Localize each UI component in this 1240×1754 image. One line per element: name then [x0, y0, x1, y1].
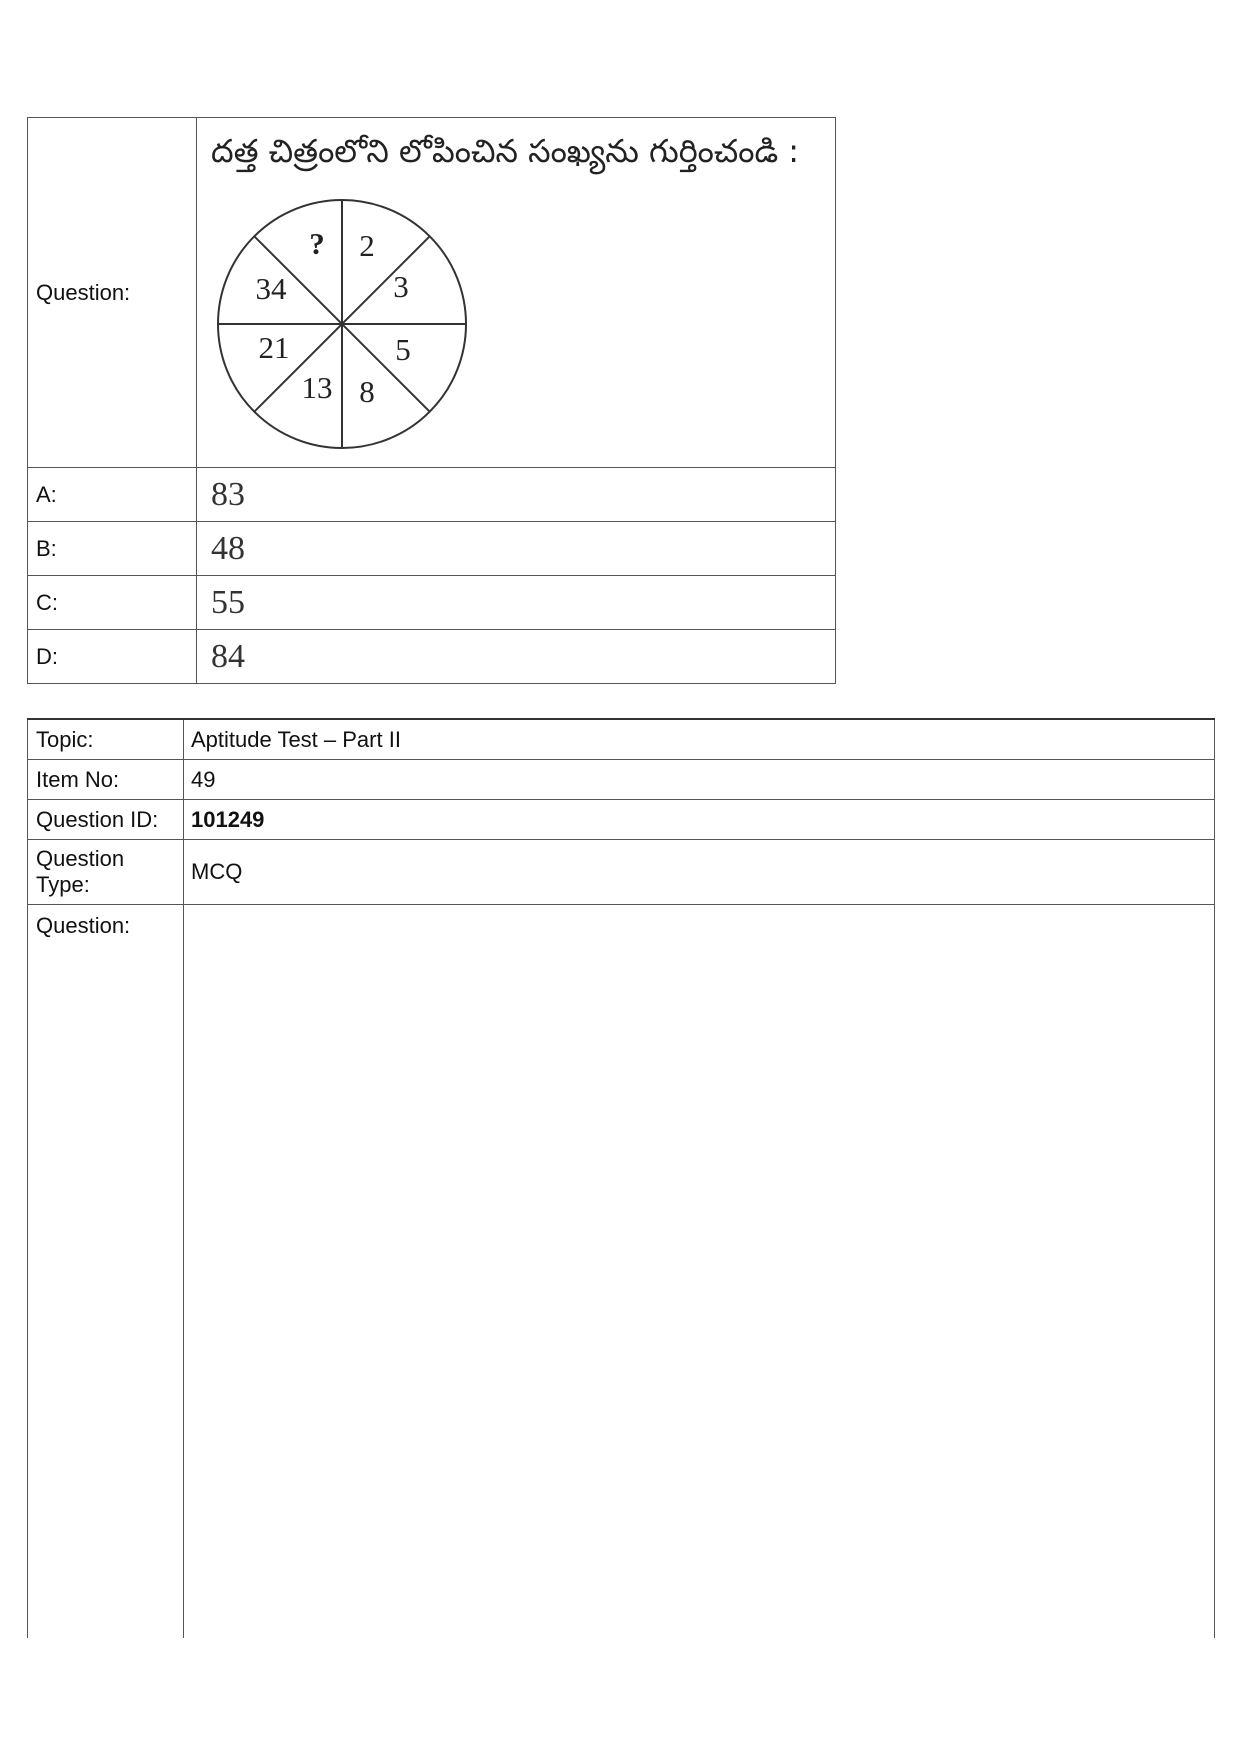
question-type-value: MCQ — [184, 840, 1215, 905]
option-label: C: — [28, 576, 197, 630]
wheel-number: 34 — [255, 271, 287, 306]
question-id-row — [28, 800, 1215, 840]
option-value: 84 — [197, 630, 836, 684]
wheel-number: 2 — [359, 228, 375, 263]
item-no-label: Item No: — [28, 760, 184, 800]
question-id-label: Question ID: — [28, 800, 184, 840]
option-value: 83 — [197, 468, 836, 522]
wheel-number: 3 — [393, 269, 409, 304]
option-row-b — [28, 522, 836, 576]
option-row-d — [28, 630, 836, 684]
wheel-number: 8 — [359, 374, 375, 409]
option-label: A: — [28, 468, 197, 522]
option-label: B: — [28, 522, 197, 576]
question-row — [28, 905, 1215, 1639]
question-metadata-table — [27, 718, 1215, 1638]
question-type-label: Question Type: — [28, 840, 184, 905]
question-text: దత్త చిత్రంలోని లోపించిన సంఖ్యను గుర్తించండి : — [211, 132, 800, 170]
wheel-number: 21 — [258, 330, 290, 365]
wheel-number: 5 — [395, 332, 411, 367]
wheel-number: 13 — [301, 370, 333, 405]
topic-row — [28, 719, 1215, 760]
topic-value: Aptitude Test – Part II — [184, 719, 1215, 760]
option-row-a — [28, 468, 836, 522]
item-no-row — [28, 760, 1215, 800]
question-cell — [197, 118, 836, 468]
question-type-row — [28, 840, 1215, 905]
question-body-empty — [184, 905, 1215, 1639]
option-value: 48 — [197, 522, 836, 576]
question-label-2: Question: — [28, 905, 184, 1639]
number-wheel — [217, 196, 477, 456]
question-card — [27, 117, 836, 684]
item-no-value: 49 — [184, 760, 1215, 800]
wheel-number-missing: ? — [309, 226, 325, 261]
option-label: D: — [28, 630, 197, 684]
option-value: 55 — [197, 576, 836, 630]
topic-label: Topic: — [28, 719, 184, 760]
question-label: Question: — [28, 118, 197, 468]
question-id-value: 101249 — [184, 800, 1215, 840]
option-row-c — [28, 576, 836, 630]
